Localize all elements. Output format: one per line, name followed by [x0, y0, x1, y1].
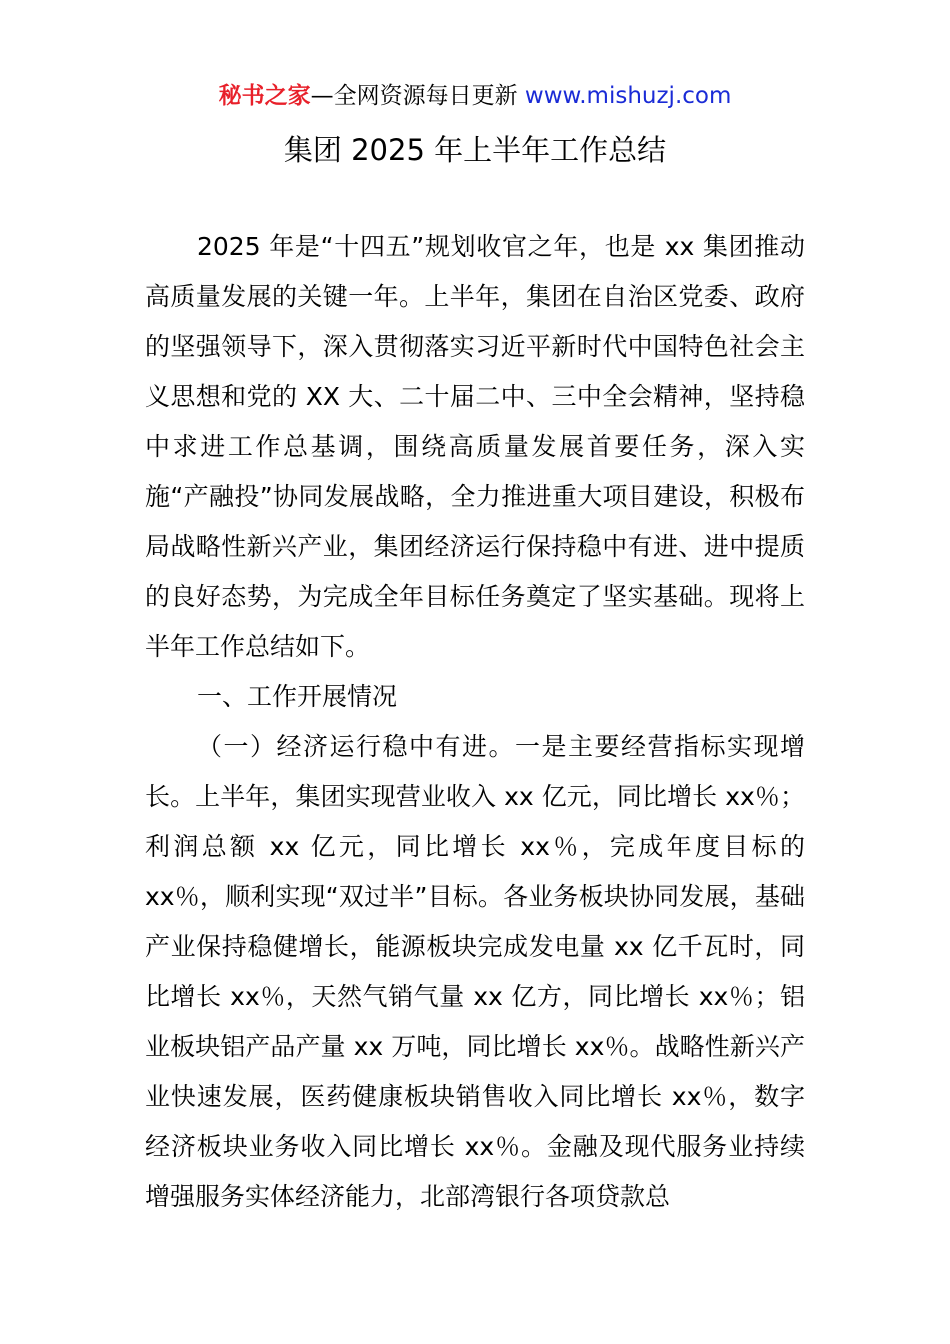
site-brand: 秘书之家 — [218, 83, 311, 109]
intro-paragraph: 2025 年是“十四五”规划收官之年，也是 xx 集团推动高质量发展的关键一年。上半年，集团在自治区党委、政府的坚强领导下，深入贯彻落实习近平新时代中国特色社会主义思想和党的 XX 大、二十届二中、三中全会精神，坚持稳中求进工作总基调，围绕高质量发展首要任务，深入实施“产融投”协同发展战略，全力推进重大项目建设，积极布局战略性新兴产业，集团经济运行保持稳中有进、进中提质的良好态势，为完成全年目标任务奠定了坚实基础。现将上半年工作总结如下。 — [145, 232, 805, 661]
document-title: 集团 2025 年上半年工作总结 — [283, 133, 667, 167]
site-tagline: —全网资源每日更新 — [310, 83, 518, 109]
site-header — [0, 80, 950, 112]
site-url-link[interactable]: www.mishuzj.com — [524, 83, 732, 109]
section-1-paragraph: （一）经济运行稳中有进。一是主要经营指标实现增长。上半年，集团实现营业收入 xx 亿元，同比增长 xx％；利润总额 xx 亿元，同比增长 xx％，完成年度目标的 xx％，顺利实现“双过半”目标。各业务板块协同发展，基础产业保持稳健增长，能源板块完成发电量 xx 亿千瓦时，同比增长 xx％，天然气销气量 xx 亿方，同比增长 xx％；铝业板块铝产品产量 xx 万吨，同比增长 xx％。战略性新兴产业快速发展，医药健康板块销售收入同比增长 xx％，数字经济板块业务收入同比增长 xx％。金融及现代服务业持续增强服务实体经济能力，北部湾银行各项贷款总 — [145, 732, 805, 1211]
section-heading: 一、工作开展情况 — [197, 682, 398, 711]
document-body — [145, 222, 805, 1222]
